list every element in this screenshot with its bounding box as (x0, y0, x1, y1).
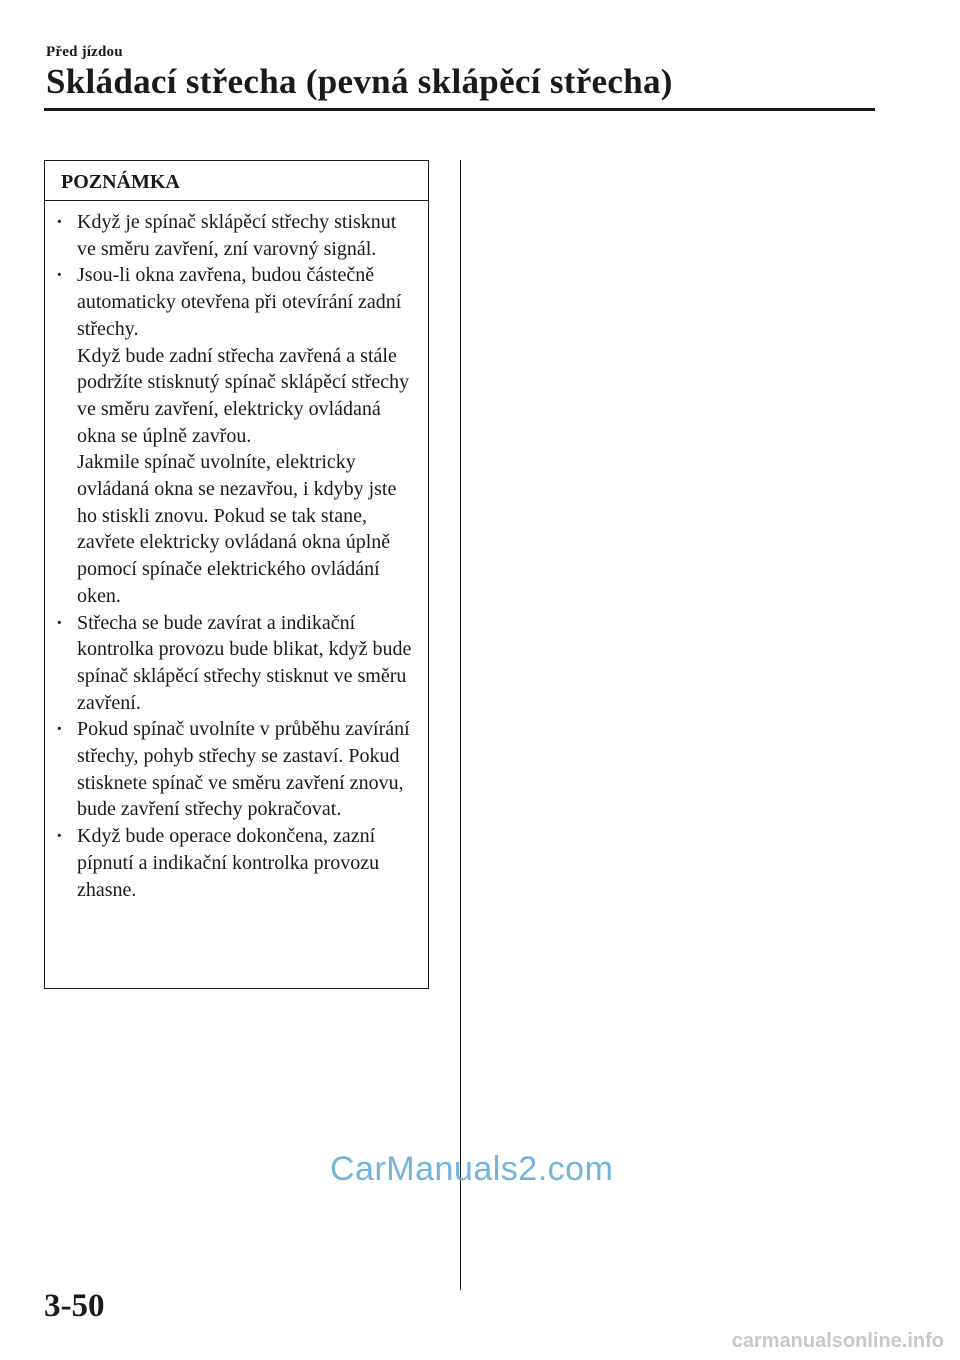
note-heading: POZNÁMKA (45, 161, 428, 201)
note-paragraph: · Když je spínač sklápěcí střechy stisknut ve směru zavření, zní varovný signál. (77, 211, 397, 260)
footer-site-link[interactable]: carmanualsonline.info (731, 1330, 944, 1352)
title-rule (44, 108, 875, 111)
page-title: Skládací střecha (pevná sklápěcí střecha) (46, 62, 673, 101)
note-paragraph: · Když bude operace dokončena, zazní pípnutí a indikační kontrolka provozu zhasne. (77, 825, 380, 901)
note-item (77, 716, 414, 823)
note-paragraph: Jakmile spínač uvolníte, elektricky ovládaná okna se nezavřou, i kdyby jste ho stiskli znovu. Pokud se tak stane, zavřete elektricky ovládaná okna úplně pomocí spínače elektrického ovládání oken. (77, 451, 397, 607)
note-paragraph: · Pokud spínač uvolníte v průběhu zavírání střechy, pohyb střechy se zastaví. Pokud stisknete spínač ve směru zavření znovu, bude zavření střechy pokračovat. (77, 718, 410, 821)
page-number: 3-50 (44, 1288, 105, 1324)
note-item (77, 262, 414, 609)
watermark: CarManuals2.com (330, 1150, 614, 1188)
note-paragraph: · Jsou-li okna zavřena, budou částečně automaticky otevřena při otevírání zadní střechy. (77, 264, 402, 340)
note-box (44, 160, 429, 989)
note-item (77, 209, 414, 262)
section-label: Před jízdou (46, 44, 123, 60)
note-paragraph: · Střecha se bude zavírat a indikační kontrolka provozu bude blikat, když bude spínač sklápěcí střechy stisknut ve směru zavření. (77, 611, 412, 714)
note-item (77, 823, 414, 903)
note-list (45, 201, 428, 903)
note-item (77, 610, 414, 717)
note-paragraph: Když bude zadní střecha zavřená a stále podržíte stisknutý spínač sklápěcí střechy ve směru zavření, elektricky ovládaná okna se úplně zavřou. (77, 344, 410, 447)
column-divider (460, 160, 461, 1290)
